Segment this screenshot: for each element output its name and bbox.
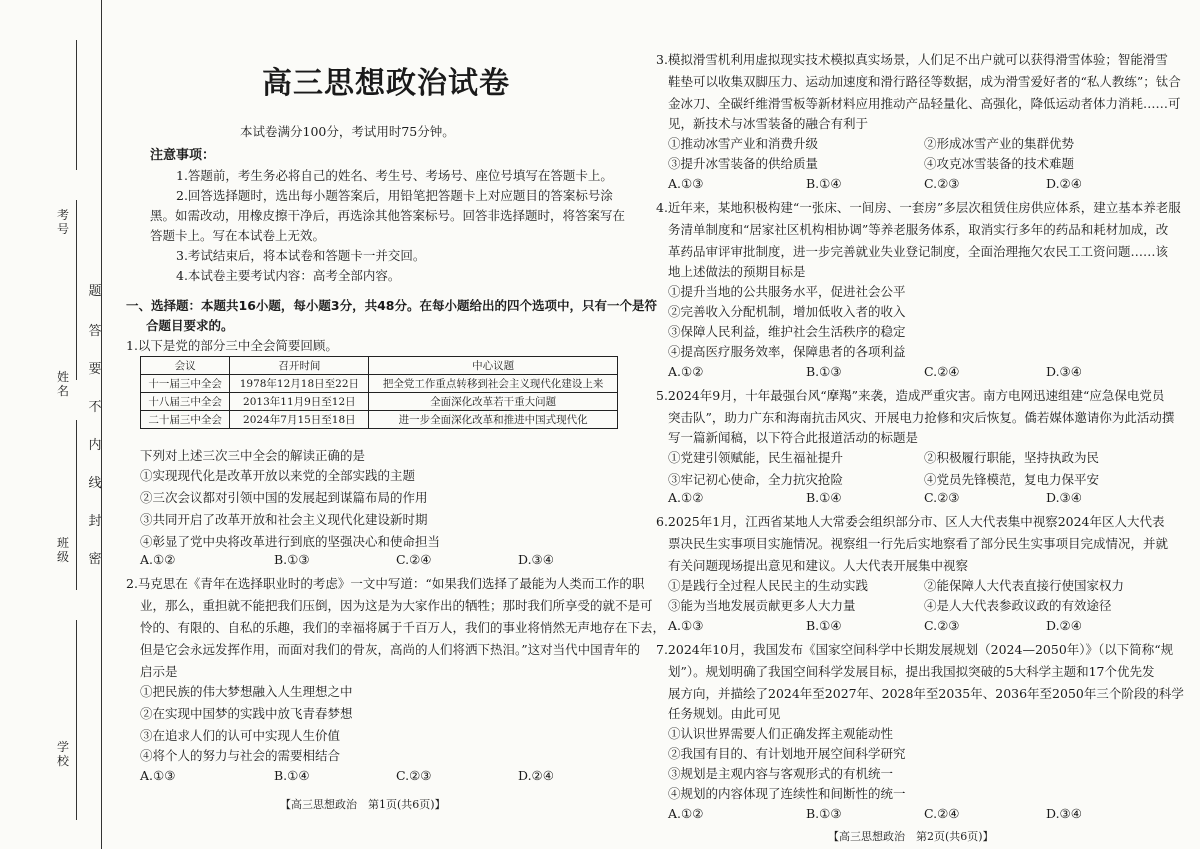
statement-item: ①认识世界需要人们正确发挥主观能动性 <box>668 726 894 741</box>
school-label: 学校 <box>56 740 69 768</box>
question-4-line: 务清单制度和“居家社区机构相协调”等养老服务体系，取消实行多年的药品和耗材加成，改 <box>668 222 1169 237</box>
class-line <box>76 420 77 590</box>
statement-item: ①推动冰雪产业和消费升级 <box>668 136 819 151</box>
statement-item: ③能为当地发展贡献更多人大力量 <box>668 598 856 613</box>
answer-option[interactable]: B.①④ <box>806 618 842 633</box>
note-line: 3.考试结束后，将本试卷和答题卡一并交回。 <box>176 248 426 263</box>
question-2-line: 业，那么，重担就不能把我们压倒，因为这是为大家作出的牺牲；那时我们所享受的就不是可 <box>140 598 653 613</box>
answer-option[interactable]: C.②④ <box>396 552 432 567</box>
answer-option[interactable]: B.①③ <box>274 552 310 567</box>
question-6-line: 有关问题现场提出意见和建议。人大代表开展集中视察 <box>668 558 969 573</box>
statement-item: ②我国有目的、有计划地开展空间科学研究 <box>668 746 906 761</box>
note-line: 4.本试卷主要考试内容：高考全部内容。 <box>176 268 401 283</box>
answer-option[interactable]: A.①② <box>668 490 704 505</box>
class-label: 班级 <box>56 536 69 564</box>
exam-number-label: 考号 <box>56 208 69 236</box>
answer-option[interactable]: D.③④ <box>1046 364 1082 379</box>
statement-item: ④提高医疗服务效率，保障患者的各项利益 <box>668 344 906 359</box>
statement-item: ③共同开启了改革开放和社会主义现代化建设新时期 <box>140 512 428 527</box>
table-cell: 把全党工作重点转移到社会主义现代化建设上来 <box>369 375 618 393</box>
answer-option[interactable]: D.②④ <box>1046 618 1082 633</box>
table-header-cell: 会议 <box>141 357 230 375</box>
warning-char: 密 <box>88 552 102 567</box>
warning-char: 封 <box>88 514 102 529</box>
statement-item: ②完善收入分配机制，增加低收入者的收入 <box>668 304 906 319</box>
question-4-line: 4.近年来，某地积极构建“一张床、一间房、一套房”多层次租赁住房供应体系，建立基本养老服 <box>656 200 1181 215</box>
exam-number-line <box>76 40 77 170</box>
question-3-line: 3.模拟滑雪机利用虚拟现实技术模拟真实场景，人们足不出户就可以获得滑雪体验；智能滑雪 <box>656 52 1168 67</box>
table-header-cell: 中心议题 <box>369 357 618 375</box>
answer-option[interactable]: B.①③ <box>806 364 842 379</box>
statement-item: ②积极履行职能，坚持执政为民 <box>924 450 1100 465</box>
exam-meta: 本试卷满分100分，考试用时75分钟。 <box>240 124 455 139</box>
page-footer: 【高三思想政治 第1页(共6页)】 <box>280 798 446 811</box>
statement-item: ③提升冰雪装备的供给质量 <box>668 156 819 171</box>
warning-char: 内 <box>88 438 102 453</box>
statement-item: ②在实现中国梦的实践中放飞青春梦想 <box>140 706 353 721</box>
statement-item: ②能保障人大代表直接行使国家权力 <box>924 578 1125 593</box>
question-2-line: 但是它会永远发挥作用，而面对我们的骨灰，高尚的人们将洒下热泪。”这对当代中国青年的 <box>140 642 641 657</box>
page-title: 高三思想政治试卷 <box>262 66 510 101</box>
answer-option[interactable]: B.①④ <box>806 490 842 505</box>
question-3-line: 金冰刀、全碳纤维滑雪板等新材料应用推动产品轻量化、高强化，降低运动者体力消耗……可 <box>668 96 1181 111</box>
statement-item: ④党员先锋模范，复电力保平安 <box>924 472 1100 487</box>
answer-option[interactable]: D.③④ <box>1046 490 1082 505</box>
question-7-line: 展方向，并描绘了2024年至2027年、2028年至2035年、2036年至2050年三个阶段的科学 <box>668 686 1184 701</box>
statement-item: ④彰显了党中央将改革进行到底的坚强决心和使命担当 <box>140 534 441 549</box>
question-6-line: 票决民生实事项目实施情况。视察组一行先后实地察看了部分民生实事项目完成情况，并就 <box>668 536 1169 551</box>
answer-option[interactable]: A.①③ <box>140 768 176 783</box>
note-line: 黑。如需改动，用橡皮擦干净后，再选涂其他答案标号。回答非选择题时，将答案写在 <box>150 208 626 223</box>
table-cell: 进一步全面深化改革和推进中国式现代化 <box>369 411 618 429</box>
question-5-line: 写一篇新闻稿，以下符合此报道活动的标题是 <box>668 430 919 445</box>
answer-option[interactable]: A.①② <box>668 806 704 821</box>
statement-item: ①是践行全过程人民民主的生动实践 <box>668 578 869 593</box>
statement-item: ③规划是主观内容与客观形式的有机统一 <box>668 766 894 781</box>
table-cell: 十八届三中全会 <box>141 393 230 411</box>
answer-option[interactable]: D.②④ <box>518 768 554 783</box>
answer-option[interactable]: C.②③ <box>924 490 960 505</box>
statement-item: ④攻克冰雪装备的技术难题 <box>924 156 1075 171</box>
answer-option[interactable]: A.①② <box>140 552 176 567</box>
warning-char: 线 <box>88 476 102 491</box>
answer-option[interactable]: A.①③ <box>668 176 704 191</box>
statement-item: ①把民族的伟大梦想融入人生理想之中 <box>140 684 353 699</box>
page-footer: 【高三思想政治 第2页(共6页)】 <box>828 830 994 843</box>
answer-option[interactable]: B.①④ <box>274 768 310 783</box>
warning-char: 题 <box>88 284 102 299</box>
note-line: 2.回答选择题时，选出每小题答案后，用铅笔把答题卡上对应题目的答案标号涂 <box>176 188 613 203</box>
question-5-line: 5.2024年9月，十年最强台风“摩羯”来袭，造成严重灾害。南方电网迅速组建“应急保电党员 <box>656 388 1165 403</box>
answer-option[interactable]: C.②④ <box>924 806 960 821</box>
table-cell: 二十届三中全会 <box>141 411 230 429</box>
question-7-line: 划”）。规划明确了我国空间科学发展目标，提出我国拟突破的5大科学主题和17个优先发 <box>668 664 1155 679</box>
table-cell: 全面深化改革若干重大问题 <box>369 393 618 411</box>
section-heading: 合题目要求的。 <box>146 318 234 333</box>
answer-option[interactable]: C.②③ <box>396 768 432 783</box>
table-row <box>141 411 618 429</box>
answer-option[interactable]: A.①② <box>668 364 704 379</box>
name-label: 姓名 <box>56 370 69 398</box>
binding-strip <box>0 0 112 849</box>
answer-option[interactable]: D.③④ <box>518 552 554 567</box>
answer-option[interactable]: C.②④ <box>924 364 960 379</box>
statement-item: ③在追求人们的认可中实现人生价值 <box>140 728 341 743</box>
answer-option[interactable]: C.②③ <box>924 618 960 633</box>
answer-option[interactable]: A.①③ <box>668 618 704 633</box>
question-2-line: 怜的、有限的、自私的乐趣，我们的幸福将属于千百万人，我们的事业将悄然无声地存在下去， <box>140 620 666 635</box>
question-4-line: 革药品审评审批制度，进一步完善就业失业登记制度，全面治理拖欠农民工工资问题……该 <box>668 244 1169 259</box>
school-line <box>76 620 77 820</box>
table-row <box>141 393 618 411</box>
table-header-cell: 召开时间 <box>230 357 369 375</box>
question-3-line: 见，新技术与冰雪装备的融合有利于 <box>668 116 869 131</box>
note-line: 1.答题前，考生务必将自己的姓名、考生号、考场号、座位号填写在答题卡上。 <box>176 168 613 183</box>
answer-option[interactable]: B.①③ <box>806 806 842 821</box>
table-header-row <box>141 357 618 375</box>
table-cell: 2013年11月9日至12日 <box>230 393 369 411</box>
notes-heading: 注意事项： <box>150 148 216 163</box>
question-2-line: 2.马克思在《青年在选择职业时的考虑》一文中写道：“如果我们选择了最能为人类而工作的职 <box>126 576 645 591</box>
answer-option[interactable]: C.②③ <box>924 176 960 191</box>
answer-option[interactable]: D.②④ <box>1046 176 1082 191</box>
meetings-table <box>140 356 618 429</box>
table-cell: 十一届三中全会 <box>141 375 230 393</box>
question-6-line: 6.2025年1月，江西省某地人大常委会组织部分市、区人大代表集中视察2024年区人大代表 <box>656 514 1165 529</box>
statement-item: ③牢记初心使命，全力抗灾抢险 <box>668 472 844 487</box>
answer-option[interactable]: D.③④ <box>1046 806 1082 821</box>
warning-char: 不 <box>88 400 102 415</box>
statement-item: ④将个人的努力与社会的需要相结合 <box>140 748 341 763</box>
warning-char: 要 <box>88 362 102 377</box>
statement-item: ②三次会议都对引领中国的发展起到谋篇布局的作用 <box>140 490 428 505</box>
note-line: 答题卡上。写在本试卷上无效。 <box>150 228 326 243</box>
question-3-line: 鞋垫可以收集双脚压力、运动加速度和滑行路径等数据，成为滑雪爱好者的“私人教练”；钛合 <box>668 74 1181 89</box>
table-cell: 2024年7月15日至18日 <box>230 411 369 429</box>
question-2-line: 启示是 <box>140 664 178 679</box>
statement-item: ②形成冰雪产业的集群优势 <box>924 136 1075 151</box>
statement-item: ③保障人民利益，维护社会生活秩序的稳定 <box>668 324 906 339</box>
table-row <box>141 375 618 393</box>
question-1-prompt: 下列对上述三次三中全会的解读正确的是 <box>140 448 366 463</box>
statement-item: ①提升当地的公共服务水平，促进社会公平 <box>668 284 906 299</box>
question-5-line: 突击队”，助力广东和海南抗击风灾、开展电力抢修和灾后恢复。僑若媒体邀请你为此活动撰 <box>668 410 1175 425</box>
statement-item: ④规划的内容体现了连续性和间断性的统一 <box>668 786 906 801</box>
answer-option[interactable]: B.①④ <box>806 176 842 191</box>
binding-line <box>101 0 102 849</box>
statement-item: ④是人大代表参政议政的有效途径 <box>924 598 1112 613</box>
statement-item: ①党建引领赋能，民生福祉提升 <box>668 450 844 465</box>
question-7-line: 任务规划。由此可见 <box>668 706 781 721</box>
question-4-line: 地上述做法的预期目标是 <box>668 264 806 279</box>
warning-char: 答 <box>88 324 102 339</box>
table-cell: 1978年12月18日至22日 <box>230 375 369 393</box>
section-heading: 一、选择题：本题共16小题，每小题3分，共48分。在每小题给出的四个选项中，只有一个是符 <box>126 298 657 313</box>
name-line <box>76 200 77 380</box>
question-1-stem: 1.以下是党的部分三中全会简要回顾。 <box>126 338 338 353</box>
question-7-line: 7.2024年10月，我国发布《国家空间科学中长期发展规划（2024—2050年）》（以下简称“规 <box>656 642 1174 657</box>
statement-item: ①实现现代化是改革开放以来党的全部实践的主题 <box>140 468 416 483</box>
